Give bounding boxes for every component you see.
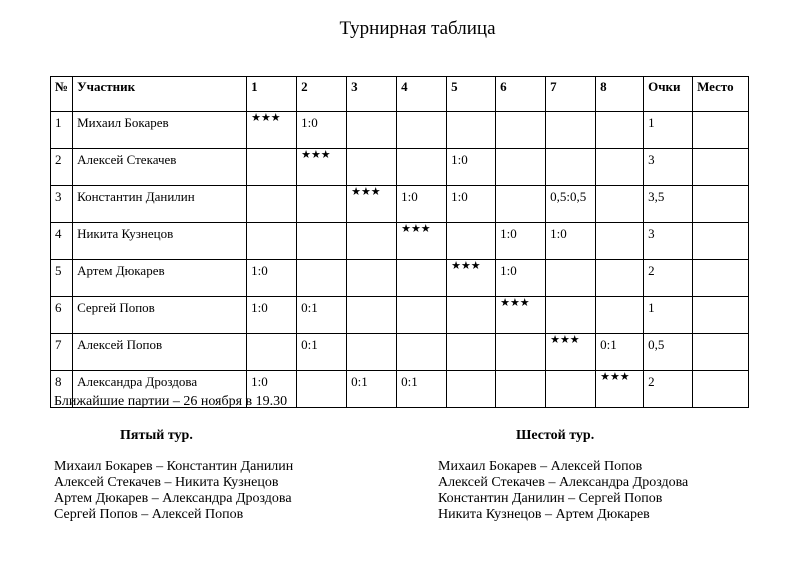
table-cell [546, 297, 596, 334]
table-row [51, 260, 749, 297]
table-cell: 2 [644, 371, 693, 408]
column-header: 1 [247, 77, 297, 112]
column-header: Участник [73, 77, 247, 112]
table-cell: 1:0 [247, 260, 297, 297]
table-row [51, 297, 749, 334]
table-cell: 1:0 [447, 149, 496, 186]
table-row [51, 334, 749, 371]
table-cell: 3 [644, 149, 693, 186]
table-cell: 1:0 [496, 223, 546, 260]
next-games-note: Ближайшие партии – 26 ноября в 19.30 [54, 394, 288, 409]
table-cell [693, 297, 749, 334]
table-cell: 3 [644, 223, 693, 260]
table-cell [496, 112, 546, 149]
participant-name: Михаил Бокарев [73, 112, 247, 149]
pairing: Михаил Бокарев – Константин Данилин [54, 459, 294, 474]
table-cell [447, 371, 496, 408]
table-cell: 1:0 [546, 223, 596, 260]
table-cell: 1:0 [297, 112, 347, 149]
table-cell [693, 112, 749, 149]
table-cell [596, 112, 644, 149]
table-cell: 2 [644, 260, 693, 297]
table-cell [693, 260, 749, 297]
column-header: 7 [546, 77, 596, 112]
column-header: 2 [297, 77, 347, 112]
table-cell: ★★★ [247, 112, 297, 149]
column-header: 8 [596, 77, 644, 112]
table-cell [496, 186, 546, 223]
table-row [51, 223, 749, 260]
table-cell: 0:1 [347, 371, 397, 408]
table-cell: ★★★ [397, 223, 447, 260]
tour-6-pairings [438, 459, 688, 523]
pairing: Алексей Стекачев – Александра Дроздова [438, 475, 689, 490]
table-cell [397, 149, 447, 186]
participant-name: Алексей Попов [73, 334, 247, 371]
table-cell [693, 223, 749, 260]
tour-5-pairings [54, 459, 293, 523]
table-cell: 0:1 [596, 334, 644, 371]
row-number: 7 [51, 334, 73, 371]
table-cell [397, 260, 447, 297]
table-cell [496, 334, 546, 371]
table-cell: 1:0 [447, 186, 496, 223]
column-header: 3 [347, 77, 397, 112]
table-cell: 1:0 [247, 297, 297, 334]
table-cell [447, 334, 496, 371]
table-cell [397, 297, 447, 334]
table-cell [297, 371, 347, 408]
table-cell [397, 112, 447, 149]
table-cell: 1:0 [247, 371, 297, 408]
column-header: Место [693, 77, 749, 112]
participant-name: Александра Дроздова [73, 371, 247, 408]
table-cell: 0:1 [397, 371, 447, 408]
row-number: 5 [51, 260, 73, 297]
table-cell: ★★★ [496, 297, 546, 334]
participant-name: Артем Дюкарев [73, 260, 247, 297]
table-cell [247, 223, 297, 260]
table-cell [347, 223, 397, 260]
pairing: Сергей Попов – Алексей Попов [54, 507, 244, 522]
table-cell [596, 260, 644, 297]
pairing: Михаил Бокарев – Алексей Попов [438, 459, 643, 474]
pairing: Артем Дюкарев – Александра Дроздова [54, 491, 292, 506]
table-cell [546, 112, 596, 149]
table-cell [596, 223, 644, 260]
table-cell: 3,5 [644, 186, 693, 223]
table-cell [546, 260, 596, 297]
table-cell [693, 186, 749, 223]
table-row [51, 112, 749, 149]
table-cell [546, 149, 596, 186]
table-cell [693, 371, 749, 408]
table-cell [347, 334, 397, 371]
table-row [51, 149, 749, 186]
row-number: 3 [51, 186, 73, 223]
table-cell: 1:0 [397, 186, 447, 223]
page-title: Турнирная таблица [339, 18, 496, 39]
table-cell: 1:0 [496, 260, 546, 297]
table-cell [596, 297, 644, 334]
table-cell: ★★★ [347, 186, 397, 223]
row-number: 1 [51, 112, 73, 149]
table-cell [447, 112, 496, 149]
table-cell: ★★★ [297, 149, 347, 186]
standings-table [50, 76, 749, 408]
row-number: 8 [51, 371, 73, 408]
column-header: 5 [447, 77, 496, 112]
pairing: Никита Кузнецов – Артем Дюкарев [438, 507, 650, 522]
participant-name: Константин Данилин [73, 186, 247, 223]
table-cell: 0:1 [297, 334, 347, 371]
tour-6-title: Шестой тур. [516, 428, 595, 443]
table-cell [693, 334, 749, 371]
table-row [51, 186, 749, 223]
table-cell [447, 223, 496, 260]
pairing: Константин Данилин – Сергей Попов [438, 491, 663, 506]
table-cell [297, 223, 347, 260]
participant-name: Сергей Попов [73, 297, 247, 334]
tour-5-title: Пятый тур. [120, 428, 193, 443]
table-cell [596, 186, 644, 223]
column-header: № [51, 77, 73, 112]
row-number: 2 [51, 149, 73, 186]
pairing: Алексей Стекачев – Никита Кузнецов [54, 475, 279, 490]
table-cell: 0,5 [644, 334, 693, 371]
table-cell [596, 149, 644, 186]
table-cell [693, 149, 749, 186]
table-header-row [51, 77, 749, 112]
table-cell [397, 334, 447, 371]
row-number: 6 [51, 297, 73, 334]
row-number: 4 [51, 223, 73, 260]
table-cell: ★★★ [447, 260, 496, 297]
column-header: 6 [496, 77, 546, 112]
table-cell [546, 371, 596, 408]
table-cell: 1 [644, 297, 693, 334]
table-cell [496, 371, 546, 408]
table-cell [347, 149, 397, 186]
table-cell [297, 186, 347, 223]
table-cell [247, 334, 297, 371]
participant-name: Никита Кузнецов [73, 223, 247, 260]
table-cell [347, 297, 397, 334]
table-cell [447, 297, 496, 334]
table-cell: 0:1 [297, 297, 347, 334]
column-header: 4 [397, 77, 447, 112]
table-cell: ★★★ [596, 371, 644, 408]
table-cell: ★★★ [546, 334, 596, 371]
table-cell [496, 149, 546, 186]
column-header: Очки [644, 77, 693, 112]
table-cell [347, 112, 397, 149]
table-cell [247, 149, 297, 186]
participant-name: Алексей Стекачев [73, 149, 247, 186]
table-cell: 0,5:0,5 [546, 186, 596, 223]
table-cell [297, 260, 347, 297]
table-cell: 1 [644, 112, 693, 149]
table-cell [347, 260, 397, 297]
table-cell [247, 186, 297, 223]
